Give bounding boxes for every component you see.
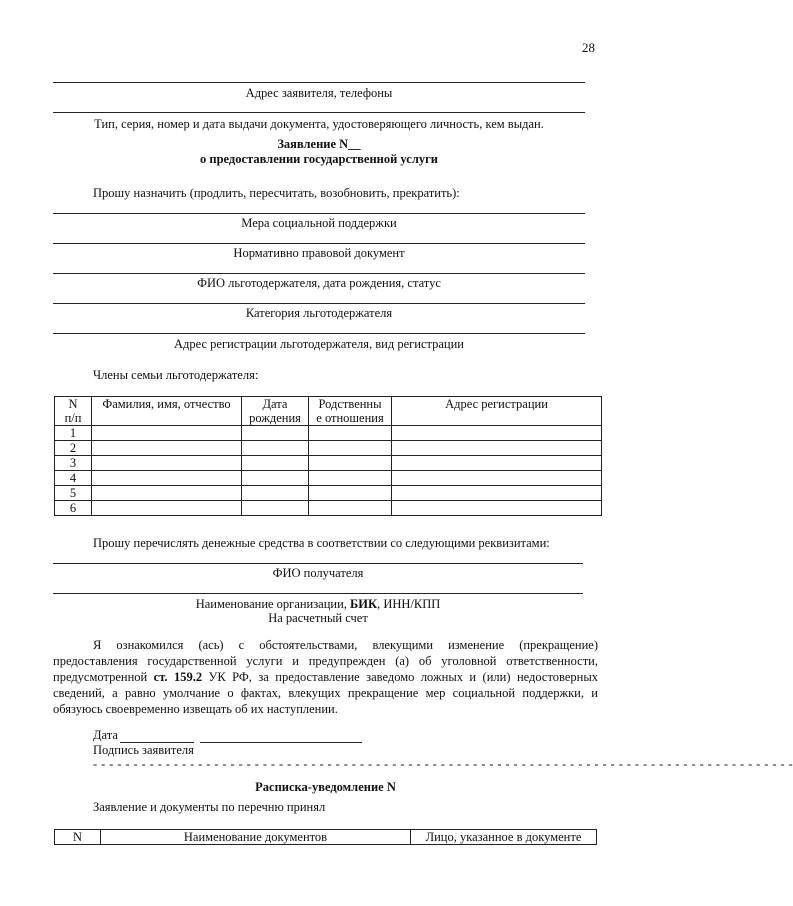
application-subtitle: о предоставлении государственной услуги (200, 152, 438, 166)
beneficiary-caption: ФИО льготодержателя, дата рождения, статус (197, 276, 441, 290)
beneficiary-line (53, 273, 585, 274)
account-caption: На расчетный счет (268, 611, 368, 625)
id-doc-line (53, 112, 585, 113)
family-table (54, 396, 602, 516)
col-dob: Дата рождения (242, 397, 309, 426)
col-person: Лицо, указанное в документе (411, 830, 597, 845)
col-documents: Наименование документов (101, 830, 411, 845)
table-row: 4 (55, 471, 602, 486)
table-row: 3 (55, 456, 602, 471)
id-doc-caption: Тип, серия, номер и дата выдачи документа, удостоверяющего личность, кем выдан. (94, 117, 544, 131)
recipient-line (53, 563, 583, 564)
normative-doc-caption: Нормативно правовой документ (233, 246, 405, 260)
support-measure-line (53, 213, 585, 214)
recipient-caption: ФИО получателя (272, 566, 364, 580)
date-label: Дата (93, 728, 118, 742)
address-caption: Адрес заявителя, телефоны (245, 86, 393, 100)
acknowledgement-paragraph: Я ознакомился (ась) с обстоятельствами, влекущими изменение (прекращение) предоставления государственной услуги и предупрежден (а) об уголовной ответственности, предусмотренной ст. 159.2 УК РФ, за предоставление заведомо ложных и (или) недостоверных сведений, а равно умолчание о фактах, влекущих прекращение мер социальной поддержки, и обязуюсь своевременно извещать об их наступлении. (53, 638, 598, 716)
category-caption: Категория льготодержателя (245, 306, 393, 320)
col-relation: Родственны е отношения (309, 397, 392, 426)
receipt-table (54, 829, 597, 845)
col-n: N п/п (55, 397, 92, 426)
col-address: Адрес регистрации (392, 397, 602, 426)
organization-line (53, 593, 583, 594)
table-row: 6 (55, 501, 602, 516)
page-number: 28 (582, 40, 595, 55)
support-measure-caption: Мера социальной поддержки (241, 216, 397, 230)
col-receipt-n: N (55, 830, 101, 845)
col-name: Фамилия, имя, отчество (92, 397, 242, 426)
category-line (53, 303, 585, 304)
table-row: 2 (55, 441, 602, 456)
address-line (53, 82, 585, 83)
family-table-header (55, 397, 602, 426)
receipt-title: Расписка-уведомление N (255, 780, 396, 794)
table-row: 1 (55, 426, 602, 441)
registration-caption: Адрес регистрации льготодержателя, вид регистрации (174, 337, 464, 351)
date-blank-2 (200, 742, 362, 743)
organization-caption: Наименование организации, БИК, ИНН/КПП (195, 597, 441, 611)
receipt-table-header (55, 830, 597, 845)
application-title: Заявление N__ (277, 137, 361, 151)
accepted-text: Заявление и документы по перечню принял (93, 800, 326, 814)
transfer-text: Прошу перечислять денежные средства в соответствии со следующими реквизитами: (93, 536, 550, 550)
family-title: Члены семьи льготодержателя: (93, 368, 259, 382)
normative-doc-line (53, 243, 585, 244)
signature-label: Подпись заявителя (93, 743, 194, 757)
request-text: Прошу назначить (продлить, пересчитать, возобновить, прекратить): (93, 186, 460, 200)
registration-line (53, 333, 585, 334)
cut-line: - - - - - - - - - - - - - - - - - - - - - - - - - - - - - - - - - - - - - - - - - - - - - - - - - - - - - - - - - - - - - - - - - - - - - - - - - - - - - - - - - - - - - - - (93, 757, 793, 771)
table-row: 5 (55, 486, 602, 501)
